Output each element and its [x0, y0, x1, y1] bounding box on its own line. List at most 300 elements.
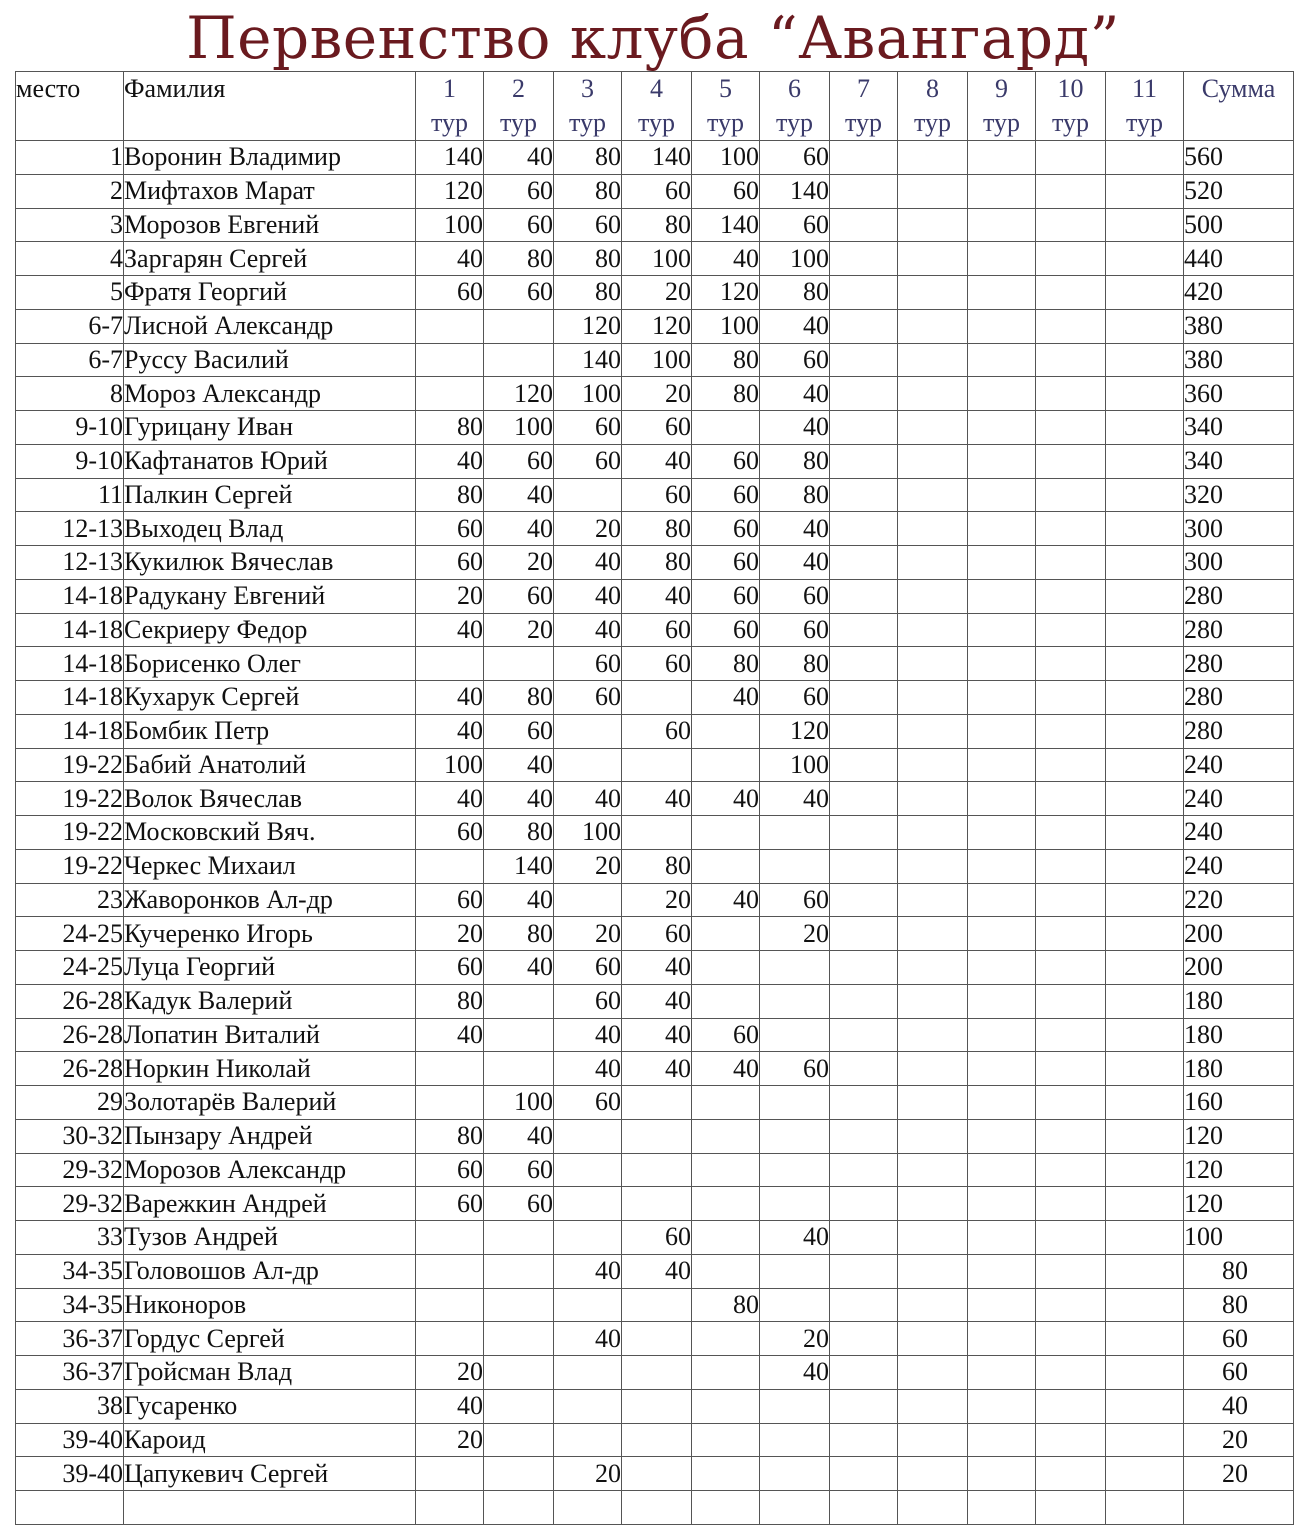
header-round-label: тур [637, 108, 676, 137]
score-cell-round-9 [968, 208, 1036, 242]
score-cell-round-8 [898, 1153, 968, 1187]
header-round-number: 5 [719, 74, 732, 103]
total-cell: 300 [1184, 512, 1294, 546]
place-cell: 29-32 [16, 1153, 124, 1187]
score-cell-round-1: 60 [416, 1153, 484, 1187]
score-cell-round-4: 120 [622, 309, 692, 343]
score-cell-round-8 [898, 343, 968, 377]
score-cell-round-2 [484, 343, 554, 377]
header-round-number: 8 [926, 74, 939, 103]
score-cell-round-4: 100 [622, 343, 692, 377]
score-cell-round-3: 40 [554, 1018, 622, 1052]
score-cell-round-3: 120 [554, 309, 622, 343]
total-cell: 120 [1184, 1119, 1294, 1153]
player-name-cell: Мороз Александр [124, 377, 416, 411]
table-row [16, 883, 1294, 917]
player-name-cell: Секриеру Федор [124, 613, 416, 647]
score-cell-round-5: 60 [692, 613, 760, 647]
score-cell-round-11 [1106, 782, 1184, 816]
header-round-5 [692, 72, 760, 141]
score-cell-round-5 [692, 1119, 760, 1153]
score-cell-round-1 [416, 1221, 484, 1255]
score-cell-round-4 [622, 1356, 692, 1390]
total-cell: 40 [1184, 1389, 1294, 1423]
score-cell-round-6 [760, 849, 830, 883]
score-cell-round-3: 40 [554, 613, 622, 647]
score-cell-round-6 [760, 1288, 830, 1322]
score-cell-round-3: 40 [554, 1322, 622, 1356]
score-cell-round-10 [1036, 849, 1106, 883]
score-cell-round-5 [692, 1457, 760, 1491]
score-cell-round-7 [830, 411, 898, 445]
player-name-cell: Волок Вячеслав [124, 782, 416, 816]
total-cell: 240 [1184, 816, 1294, 850]
score-cell-round-1: 20 [416, 579, 484, 613]
score-cell-round-5 [692, 411, 760, 445]
score-cell-round-1 [416, 309, 484, 343]
score-cell-round-8 [898, 1086, 968, 1120]
score-cell-round-10 [1036, 714, 1106, 748]
score-cell-round-6: 80 [760, 647, 830, 681]
score-cell-round-10 [1036, 984, 1106, 1018]
header-round-number: 2 [512, 74, 525, 103]
place-cell: 24-25 [16, 951, 124, 985]
score-cell-round-9 [968, 849, 1036, 883]
score-cell-round-7 [830, 1119, 898, 1153]
score-cell-round-11 [1106, 1288, 1184, 1322]
score-cell-round-6 [760, 1018, 830, 1052]
score-cell-round-2 [484, 1356, 554, 1390]
score-cell-round-6 [760, 1389, 830, 1423]
score-cell-round-11 [1106, 917, 1184, 951]
score-cell-round-7 [830, 242, 898, 276]
header-round-label: тур [844, 108, 883, 137]
score-cell-round-10 [1036, 444, 1106, 478]
header-name: Фамилия [124, 72, 416, 141]
table-row [16, 208, 1294, 242]
score-cell-round-7 [830, 512, 898, 546]
player-name-cell: Кароид [124, 1423, 416, 1457]
score-cell-round-8 [898, 208, 968, 242]
score-cell-round-6: 40 [760, 1356, 830, 1390]
score-cell-round-7 [830, 478, 898, 512]
score-cell-round-2: 100 [484, 1086, 554, 1120]
score-cell-round-9 [968, 1288, 1036, 1322]
score-cell-round-9 [968, 647, 1036, 681]
table-row [16, 681, 1294, 715]
score-cell-round-9 [968, 411, 1036, 445]
score-cell-round-9 [968, 1491, 1036, 1525]
header-round-number: 10 [1057, 74, 1084, 103]
score-cell-round-10 [1036, 546, 1106, 580]
table-row [16, 141, 1294, 175]
score-cell-round-1 [416, 1322, 484, 1356]
total-cell: 240 [1184, 849, 1294, 883]
table-row [16, 1491, 1294, 1525]
score-cell-round-4: 20 [622, 276, 692, 310]
score-cell-round-2: 60 [484, 714, 554, 748]
score-cell-round-5 [692, 1221, 760, 1255]
score-cell-round-7 [830, 377, 898, 411]
total-cell: 380 [1184, 343, 1294, 377]
table-row [16, 1254, 1294, 1288]
place-cell: 33 [16, 1221, 124, 1255]
player-name-cell: Черкес Михаил [124, 849, 416, 883]
table-row [16, 984, 1294, 1018]
score-cell-round-6 [760, 1153, 830, 1187]
score-cell-round-3: 80 [554, 174, 622, 208]
score-cell-round-10 [1036, 782, 1106, 816]
score-cell-round-4 [622, 816, 692, 850]
place-cell: 34-35 [16, 1254, 124, 1288]
score-cell-round-5: 60 [692, 444, 760, 478]
place-cell: 19-22 [16, 748, 124, 782]
score-cell-round-11 [1106, 1153, 1184, 1187]
total-cell [1184, 1491, 1294, 1525]
total-cell: 160 [1184, 1086, 1294, 1120]
score-cell-round-2 [484, 1423, 554, 1457]
score-cell-round-4: 60 [622, 647, 692, 681]
total-cell: 120 [1184, 1153, 1294, 1187]
score-cell-round-8 [898, 782, 968, 816]
score-cell-round-8 [898, 1254, 968, 1288]
score-cell-round-11 [1106, 748, 1184, 782]
score-cell-round-9 [968, 1187, 1036, 1221]
player-name-cell: Гордус Сергей [124, 1322, 416, 1356]
score-cell-round-6: 40 [760, 377, 830, 411]
score-cell-round-2 [484, 309, 554, 343]
player-name-cell: Воронин Владимир [124, 141, 416, 175]
score-cell-round-2 [484, 1018, 554, 1052]
score-cell-round-9 [968, 444, 1036, 478]
score-cell-round-11 [1106, 984, 1184, 1018]
table-row [16, 917, 1294, 951]
score-cell-round-3: 60 [554, 444, 622, 478]
place-cell: 9-10 [16, 444, 124, 478]
score-cell-round-4 [622, 1322, 692, 1356]
score-cell-round-5 [692, 748, 760, 782]
score-cell-round-5: 40 [692, 681, 760, 715]
score-cell-round-9 [968, 883, 1036, 917]
table-row [16, 1153, 1294, 1187]
score-cell-round-10 [1036, 816, 1106, 850]
score-cell-round-11 [1106, 141, 1184, 175]
score-cell-round-7 [830, 343, 898, 377]
table-row [16, 377, 1294, 411]
score-cell-round-3: 100 [554, 816, 622, 850]
score-cell-round-1 [416, 1491, 484, 1525]
score-cell-round-11 [1106, 377, 1184, 411]
place-cell: 30-32 [16, 1119, 124, 1153]
table-row [16, 1457, 1294, 1491]
header-round-label: тур [1125, 108, 1164, 137]
score-cell-round-9 [968, 782, 1036, 816]
score-cell-round-2: 40 [484, 782, 554, 816]
total-cell: 520 [1184, 174, 1294, 208]
score-cell-round-10 [1036, 343, 1106, 377]
score-cell-round-4: 40 [622, 1018, 692, 1052]
score-cell-round-11 [1106, 1018, 1184, 1052]
score-cell-round-8 [898, 883, 968, 917]
score-cell-round-6 [760, 1491, 830, 1525]
place-cell: 11 [16, 478, 124, 512]
score-cell-round-7 [830, 1491, 898, 1525]
score-cell-round-9 [968, 1389, 1036, 1423]
score-cell-round-4 [622, 1491, 692, 1525]
total-cell: 240 [1184, 748, 1294, 782]
score-cell-round-11 [1106, 478, 1184, 512]
score-cell-round-4: 60 [622, 174, 692, 208]
score-cell-round-6: 60 [760, 208, 830, 242]
standings-table [15, 71, 1294, 1525]
place-cell: 6-7 [16, 343, 124, 377]
place-cell: 5 [16, 276, 124, 310]
score-cell-round-9 [968, 141, 1036, 175]
table-row [16, 1119, 1294, 1153]
score-cell-round-8 [898, 512, 968, 546]
player-name-cell: Жаворонков Ал-др [124, 883, 416, 917]
score-cell-round-2: 40 [484, 951, 554, 985]
score-cell-round-2: 100 [484, 411, 554, 445]
score-cell-round-1: 120 [416, 174, 484, 208]
score-cell-round-3 [554, 1423, 622, 1457]
header-round-10 [1036, 72, 1106, 141]
score-cell-round-10 [1036, 647, 1106, 681]
score-cell-round-4: 60 [622, 478, 692, 512]
score-cell-round-11 [1106, 411, 1184, 445]
score-cell-round-9 [968, 1119, 1036, 1153]
score-cell-round-7 [830, 546, 898, 580]
player-name-cell: Лисной Александр [124, 309, 416, 343]
score-cell-round-7 [830, 1423, 898, 1457]
score-cell-round-4: 100 [622, 242, 692, 276]
player-name-cell: Бабий Анатолий [124, 748, 416, 782]
header-place: место [16, 72, 124, 141]
score-cell-round-7 [830, 444, 898, 478]
score-cell-round-11 [1106, 1254, 1184, 1288]
score-cell-round-11 [1106, 444, 1184, 478]
score-cell-round-6: 100 [760, 748, 830, 782]
score-cell-round-7 [830, 1356, 898, 1390]
score-cell-round-3 [554, 1119, 622, 1153]
score-cell-round-5 [692, 714, 760, 748]
score-cell-round-6 [760, 984, 830, 1018]
score-cell-round-11 [1106, 714, 1184, 748]
table-row [16, 579, 1294, 613]
score-cell-round-8 [898, 411, 968, 445]
score-cell-round-9 [968, 1356, 1036, 1390]
score-cell-round-6: 120 [760, 714, 830, 748]
total-cell: 80 [1184, 1288, 1294, 1322]
table-row [16, 512, 1294, 546]
score-cell-round-10 [1036, 208, 1106, 242]
score-cell-round-1: 100 [416, 748, 484, 782]
score-cell-round-7 [830, 276, 898, 310]
place-cell: 1 [16, 141, 124, 175]
score-cell-round-10 [1036, 309, 1106, 343]
table-row [16, 343, 1294, 377]
score-cell-round-4 [622, 1086, 692, 1120]
score-cell-round-1: 20 [416, 1423, 484, 1457]
score-cell-round-5 [692, 1153, 760, 1187]
score-cell-round-9 [968, 1322, 1036, 1356]
score-cell-round-6: 80 [760, 276, 830, 310]
score-cell-round-4: 40 [622, 984, 692, 1018]
score-cell-round-9 [968, 714, 1036, 748]
score-cell-round-5 [692, 816, 760, 850]
score-cell-round-6: 140 [760, 174, 830, 208]
score-cell-round-6 [760, 1119, 830, 1153]
place-cell: 2 [16, 174, 124, 208]
score-cell-round-7 [830, 883, 898, 917]
score-cell-round-3: 40 [554, 1052, 622, 1086]
score-cell-round-4 [622, 681, 692, 715]
score-cell-round-11 [1106, 849, 1184, 883]
score-cell-round-11 [1106, 1119, 1184, 1153]
header-round-label: тур [775, 108, 814, 137]
score-cell-round-3: 60 [554, 208, 622, 242]
score-cell-round-10 [1036, 1086, 1106, 1120]
header-round-2 [484, 72, 554, 141]
score-cell-round-7 [830, 1288, 898, 1322]
place-cell: 8 [16, 377, 124, 411]
header-round-6 [760, 72, 830, 141]
score-cell-round-5 [692, 1187, 760, 1221]
score-cell-round-8 [898, 444, 968, 478]
score-cell-round-11 [1106, 1086, 1184, 1120]
score-cell-round-7 [830, 917, 898, 951]
player-name-cell: Норкин Николай [124, 1052, 416, 1086]
place-cell: 19-22 [16, 816, 124, 850]
header-round-3 [554, 72, 622, 141]
score-cell-round-3: 80 [554, 276, 622, 310]
score-cell-round-10 [1036, 951, 1106, 985]
score-cell-round-6 [760, 1423, 830, 1457]
score-cell-round-8 [898, 984, 968, 1018]
score-cell-round-4: 40 [622, 444, 692, 478]
score-cell-round-1 [416, 647, 484, 681]
player-name-cell: Золотарёв Валерий [124, 1086, 416, 1120]
place-cell: 36-37 [16, 1356, 124, 1390]
score-cell-round-6: 40 [760, 782, 830, 816]
score-cell-round-8 [898, 748, 968, 782]
score-cell-round-4: 80 [622, 208, 692, 242]
score-cell-round-9 [968, 309, 1036, 343]
score-cell-round-3: 40 [554, 546, 622, 580]
score-cell-round-9 [968, 1423, 1036, 1457]
score-cell-round-4 [622, 748, 692, 782]
score-cell-round-8 [898, 1356, 968, 1390]
score-cell-round-2: 40 [484, 1119, 554, 1153]
place-cell: 14-18 [16, 613, 124, 647]
score-cell-round-5: 60 [692, 579, 760, 613]
score-cell-round-8 [898, 1288, 968, 1322]
score-cell-round-3: 20 [554, 512, 622, 546]
table-row [16, 174, 1294, 208]
score-cell-round-1: 40 [416, 444, 484, 478]
score-cell-round-5: 80 [692, 377, 760, 411]
score-cell-round-9 [968, 1086, 1036, 1120]
score-cell-round-1 [416, 849, 484, 883]
score-cell-round-7 [830, 1086, 898, 1120]
score-cell-round-2: 60 [484, 276, 554, 310]
score-cell-round-3: 140 [554, 343, 622, 377]
score-cell-round-10 [1036, 1491, 1106, 1525]
player-name-cell: Гусаренко [124, 1389, 416, 1423]
total-cell: 20 [1184, 1423, 1294, 1457]
score-cell-round-4 [622, 1288, 692, 1322]
total-cell: 180 [1184, 984, 1294, 1018]
score-cell-round-2 [484, 984, 554, 1018]
score-cell-round-1: 80 [416, 411, 484, 445]
score-cell-round-2: 40 [484, 478, 554, 512]
score-cell-round-10 [1036, 579, 1106, 613]
score-cell-round-5 [692, 1356, 760, 1390]
score-cell-round-5 [692, 1322, 760, 1356]
score-cell-round-10 [1036, 1153, 1106, 1187]
score-cell-round-3 [554, 714, 622, 748]
score-cell-round-5: 80 [692, 647, 760, 681]
score-cell-round-6: 60 [760, 681, 830, 715]
score-cell-round-4: 40 [622, 951, 692, 985]
score-cell-round-4: 20 [622, 377, 692, 411]
score-cell-round-2: 80 [484, 242, 554, 276]
place-cell: 34-35 [16, 1288, 124, 1322]
table-row [16, 816, 1294, 850]
score-cell-round-6: 40 [760, 512, 830, 546]
score-cell-round-10 [1036, 613, 1106, 647]
place-cell: 14-18 [16, 579, 124, 613]
score-cell-round-11 [1106, 309, 1184, 343]
score-cell-round-10 [1036, 1221, 1106, 1255]
score-cell-round-4: 60 [622, 714, 692, 748]
table-row [16, 849, 1294, 883]
score-cell-round-4: 60 [622, 1221, 692, 1255]
place-cell: 38 [16, 1389, 124, 1423]
score-cell-round-11 [1106, 1187, 1184, 1221]
score-cell-round-5: 60 [692, 1018, 760, 1052]
score-cell-round-9 [968, 478, 1036, 512]
player-name-cell: Палкин Сергей [124, 478, 416, 512]
player-name-cell: Никоноров [124, 1288, 416, 1322]
score-cell-round-8 [898, 613, 968, 647]
score-cell-round-9 [968, 917, 1036, 951]
score-cell-round-2 [484, 1389, 554, 1423]
score-cell-round-5: 40 [692, 782, 760, 816]
total-cell: 280 [1184, 579, 1294, 613]
score-cell-round-2 [484, 1254, 554, 1288]
score-cell-round-10 [1036, 681, 1106, 715]
place-cell: 26-28 [16, 1052, 124, 1086]
score-cell-round-8 [898, 478, 968, 512]
score-cell-round-5: 60 [692, 478, 760, 512]
score-cell-round-1: 60 [416, 816, 484, 850]
score-cell-round-9 [968, 1153, 1036, 1187]
score-cell-round-8 [898, 276, 968, 310]
player-name-cell [124, 1491, 416, 1525]
table-row [16, 444, 1294, 478]
score-cell-round-8 [898, 1423, 968, 1457]
score-cell-round-7 [830, 579, 898, 613]
score-cell-round-8 [898, 1187, 968, 1221]
score-cell-round-9 [968, 276, 1036, 310]
score-cell-round-9 [968, 1052, 1036, 1086]
score-cell-round-5 [692, 1389, 760, 1423]
score-cell-round-2: 40 [484, 748, 554, 782]
player-name-cell: Выходец Влад [124, 512, 416, 546]
score-cell-round-10 [1036, 377, 1106, 411]
score-cell-round-11 [1106, 1423, 1184, 1457]
